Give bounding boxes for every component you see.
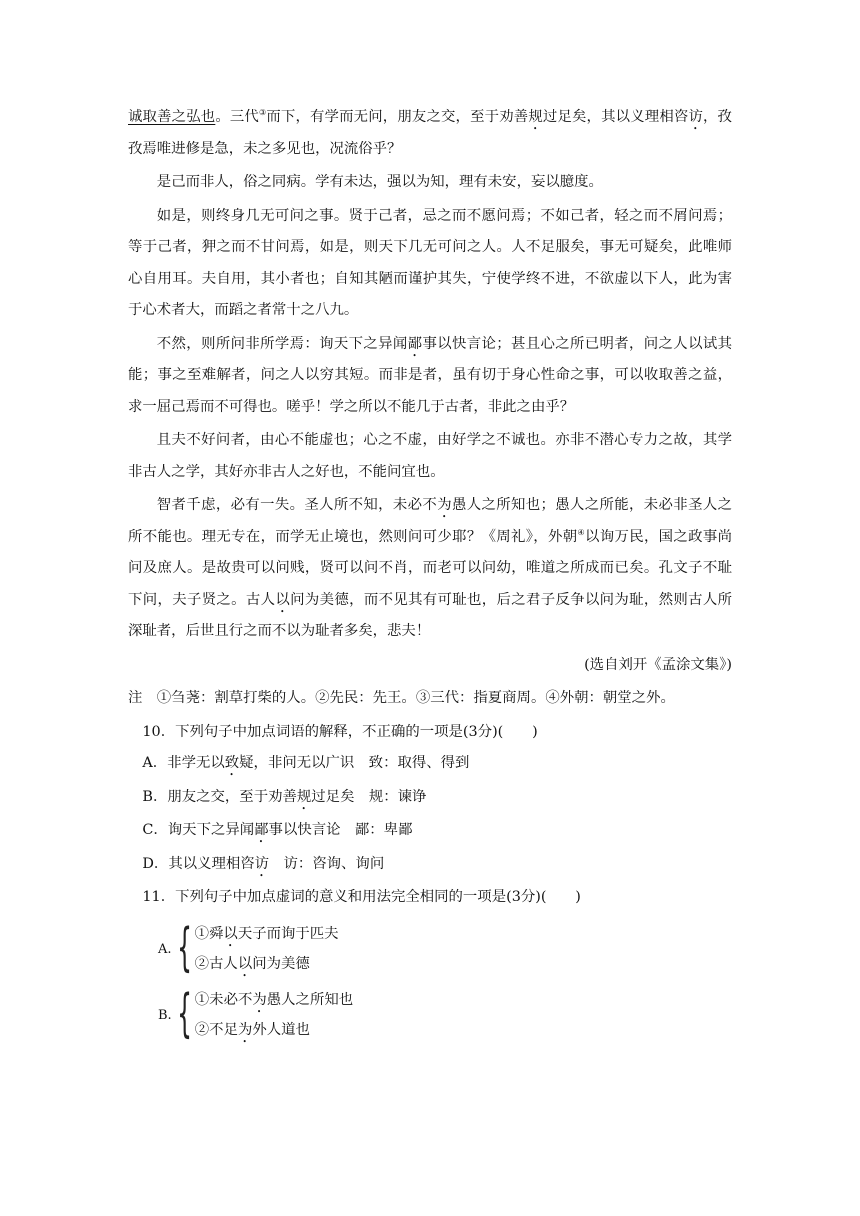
- dotted-word: 致: [224, 755, 240, 771]
- text-run: 智者千虑，必有一失。圣人所不知，未必不: [156, 497, 438, 513]
- option-line-2: [195, 950, 339, 980]
- text-run: ②不足: [194, 1021, 238, 1038]
- text-run: 以询万民，国之政事尚问及庶人。是故贵可以问贱，贤可以问不肖，而老可以问幼，唯道之所成而已矣。孔文子不耻下问，夫子贤之。古人: [128, 528, 732, 608]
- underlined-sentence: 诚取善之弘也: [128, 109, 216, 125]
- option-letter: A.: [158, 942, 172, 957]
- question-10-option-a: [128, 748, 732, 780]
- left-brace-icon: {: [176, 983, 192, 1044]
- question-11-stem: 11．下列句子中加点虚词的意义和用法完全相同的一项是(3分)( ): [142, 889, 581, 905]
- dotted-word: 为: [437, 497, 452, 513]
- text-run: 问为美德: [252, 955, 310, 972]
- dotted-word: 以: [223, 925, 238, 942]
- dotted-word: 规: [296, 788, 312, 805]
- dotted-word: 以: [275, 591, 291, 608]
- document-page: [128, 102, 732, 1046]
- text-run: 而下，有学而无问，朋友之交，至于劝善: [266, 109, 529, 125]
- option-line-1: [195, 986, 353, 1016]
- question-11-option-a: [158, 917, 732, 980]
- passage-paragraph-5: 且夫不好问者，由心不能虚也；心之不虚，由好学之不诚也。亦非不潜心专力之故，其学非古人之学，其好亦非古人之好也，不能问宜也。: [128, 432, 732, 480]
- passage-paragraph-4: [128, 329, 732, 424]
- dotted-word: 为: [252, 991, 267, 1008]
- footnote-marker: ③: [259, 108, 267, 117]
- passage-paragraph-3: 如是，则终身几无可问之事。贤于己者，忌之而不愿问焉；不如己者，轻之而不屑问焉；等于己者，狎之而不甘问焉，如是，则天下几无可问之人。人不足服矣，事无可疑矣，此唯师心自用耳。夫自用，其小者也；自知其陋而谨护其失，宁使学终不进，不欲虚以下人，此为害于心术者大，而蹈之者常十之八九。: [128, 207, 732, 318]
- dotted-word: 规: [528, 109, 543, 125]
- dotted-word: 鄙: [254, 822, 269, 838]
- passage-paragraph-6: [128, 490, 732, 648]
- dotted-word: 鄙: [407, 335, 423, 352]
- text-run: A．非学无以: [142, 755, 225, 771]
- text-run: ，孜孜焉唯进修是急，未之多见也，况流俗乎？: [128, 109, 732, 157]
- text-run: 外人道也: [252, 1021, 310, 1038]
- text-run: 事以快言论；甚且心之所已明者，问之人以试其能；事之至难解者，问之人以穷其短。而非是者，虽有切于身心性命之事，可以收取善之益，求一屈己焉而不可得也。嗟乎！学之所以不能几于古者，非此之由乎？: [128, 335, 732, 415]
- question-10-stem: 10．下列句子中加点词语的解释，不正确的一项是(3分)( ): [142, 723, 538, 740]
- footnotes: 注 ①刍荛：割草打柴的人。②先民：先王。③三代：指夏商周。④外朝：朝堂之外。: [128, 690, 675, 706]
- text-run: 问为美德，而不见其有可耻也，后之君子反争以问为耻，然则古人所深耻者，后世且行之而不以为耻者多矣，悲夫！: [128, 591, 732, 639]
- text-run: D．其以义理相咨: [142, 855, 255, 872]
- dotted-word: 以: [237, 955, 253, 972]
- text-run: 天子而询于匹夫: [237, 925, 339, 942]
- question-10-option-b: [128, 782, 732, 814]
- text-run: 愚人之所知也: [266, 991, 354, 1008]
- text-run: 。三代: [215, 109, 259, 125]
- text-run: C．询天下之异闻: [142, 822, 255, 838]
- passage-paragraph-1: [128, 102, 732, 165]
- footnote-marker: ④: [577, 527, 586, 537]
- question-11-option-b: [158, 983, 732, 1046]
- passage-paragraph-2: 是己而非人，俗之同病。学有未达，强以为知，理有未安，妄以臆度。: [156, 174, 603, 190]
- text-run: B．朋友之交，至于劝善: [142, 788, 297, 805]
- source-citation: (选自刘开《孟涂文集》): [584, 656, 732, 673]
- text-run: ①未必不: [194, 991, 253, 1008]
- text-run: 访：咨询、询问: [269, 855, 385, 872]
- option-lines: [195, 920, 339, 980]
- question-10-option-c: [128, 815, 732, 847]
- dotted-word: 访: [254, 855, 270, 872]
- text-run: 事以快言论 鄙：卑鄙: [268, 822, 413, 838]
- left-brace-icon: {: [176, 917, 192, 978]
- dotted-word: 为: [237, 1021, 253, 1038]
- dotted-word: 访: [688, 109, 703, 125]
- text-run: 疑，非问无以广识 致：取得、得到: [239, 755, 470, 771]
- option-line-2: [195, 1016, 353, 1046]
- text-run: 过足矣，其以义理相咨: [542, 109, 689, 125]
- text-run: ①舜: [194, 925, 224, 942]
- question-10-option-d: [128, 849, 732, 881]
- text-run: 愚人之所知也；愚人之所能，未必非圣人之所不能也。理无专在，而学无止境也，然则问可少耶？《周礼》，外朝: [128, 497, 732, 545]
- option-line-1: [195, 920, 339, 950]
- text-run: 过足矣 规：谏诤: [311, 788, 427, 805]
- text-run: ②古人: [194, 955, 238, 972]
- option-lines: [195, 986, 353, 1046]
- option-letter: B.: [158, 1008, 172, 1023]
- text-run: 不然，则所问非所学焉：询天下之异闻: [156, 335, 408, 352]
